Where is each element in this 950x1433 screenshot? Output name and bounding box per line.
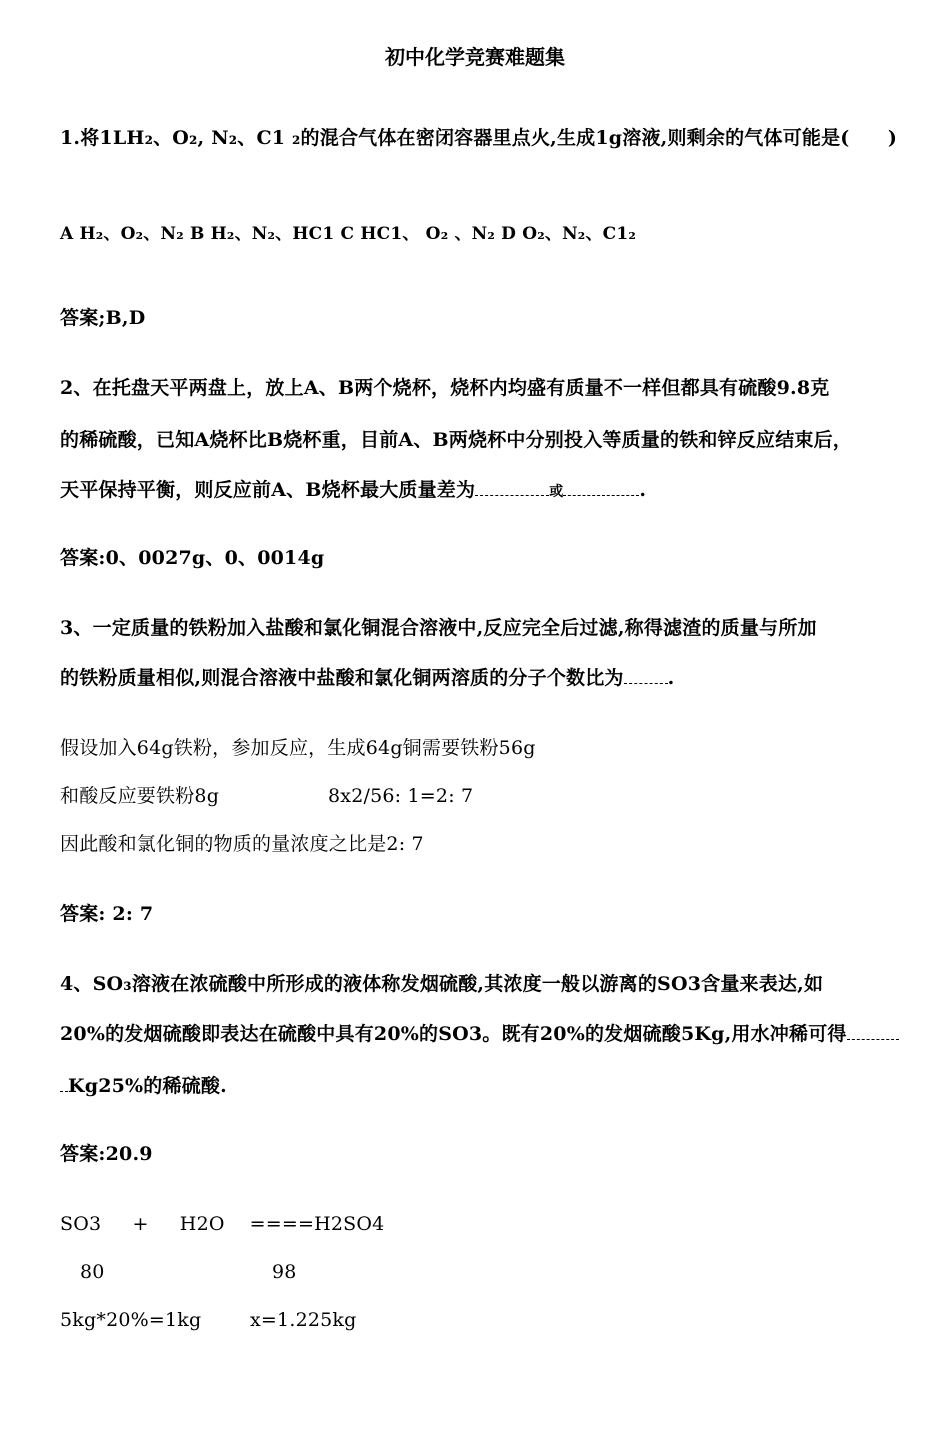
q4-line3 bbox=[60, 1074, 227, 1098]
q4-mass-left: 80 bbox=[80, 1261, 105, 1283]
q3-work1: 假设加入64g铁粉，参加反应，生成64g铜需要铁粉56g bbox=[60, 737, 536, 759]
q3-line2-prefix: 的铁粉质量相似,则混合溶液中盐酸和氯化铜两溶质的分子个数比为 bbox=[60, 667, 624, 689]
q3-blank bbox=[624, 669, 668, 684]
q4-mass-right: 98 bbox=[272, 1261, 297, 1283]
q3-work2-right: 8x2/56: 1=2: 7 bbox=[328, 785, 474, 807]
q4-blank-a bbox=[847, 1025, 899, 1040]
q2-line1: 2、在托盘天平两盘上，放上A、B两个烧杯，烧杯内均盛有质量不一样但都具有硫酸9.8克 bbox=[60, 377, 830, 399]
q1-answer: 答案;B,D bbox=[60, 307, 146, 329]
q4-equation: SO3 + H2O ====H2SO4 bbox=[60, 1213, 385, 1235]
q3-work3: 因此酸和氯化铜的物质的量浓度之比是2: 7 bbox=[60, 833, 424, 855]
q3-line1: 3、一定质量的铁粉加入盐酸和氯化铜混合溶液中,反应完全后过滤,称得滤渣的质量与所加 bbox=[60, 617, 817, 639]
q4-line2-text: 20%的发烟硫酸即表达在硫酸中具有20%的SO3。既有20%的发烟硫酸5Kg,用水冲稀可得 bbox=[60, 1023, 847, 1045]
q2-line2: 的稀硫酸，已知A烧杯比B烧杯重，目前A、B两烧杯中分别投入等质量的铁和锌反应结束后， bbox=[60, 429, 853, 451]
q2-line3-end: . bbox=[639, 479, 647, 501]
q4-line3-text: Kg25%的稀硫酸. bbox=[68, 1075, 227, 1097]
q4-blank-b bbox=[60, 1077, 68, 1092]
q3-line2-end: . bbox=[667, 667, 675, 689]
q4-calc-left: 5kg*20%=1kg bbox=[60, 1309, 202, 1331]
document-title: 初中化学竞赛难题集 bbox=[385, 45, 565, 69]
q3-work2-left: 和酸反应要铁粉8g bbox=[60, 785, 220, 807]
q2-line3 bbox=[60, 478, 646, 504]
q4-line1: 4、SO₃溶液在浓硫酸中所形成的液体称发烟硫酸,其浓度一般以游离的SO3含量来表达,如 bbox=[60, 973, 824, 995]
q1-stem: 1.将1LH₂、O₂, N₂、C1 ₂的混合气体在密闭容器里点火,生成1g溶液,则剩余的气体可能是( ) bbox=[60, 127, 898, 149]
q1-options: A H₂、O₂、N₂ B H₂、N₂、HC1 C HC1、 O₂ 、N₂ D O₂、N₂、C1₂ bbox=[60, 224, 637, 244]
q2-blank-1 bbox=[475, 481, 549, 496]
q3-line2 bbox=[60, 666, 674, 690]
q2-answer: 答案:0、0027g、0、0014g bbox=[60, 547, 325, 569]
q4-calc-right: x=1.225kg bbox=[250, 1309, 357, 1331]
q2-line3-prefix: 天平保持平衡，则反应前A、B烧杯最大质量差为 bbox=[60, 479, 476, 501]
q2-blank-2 bbox=[563, 481, 639, 496]
q3-answer: 答案: 2: 7 bbox=[60, 903, 154, 925]
q4-line2 bbox=[60, 1022, 899, 1046]
q2-line3-mid: 或 bbox=[549, 484, 564, 500]
q4-answer: 答案:20.9 bbox=[60, 1143, 153, 1165]
